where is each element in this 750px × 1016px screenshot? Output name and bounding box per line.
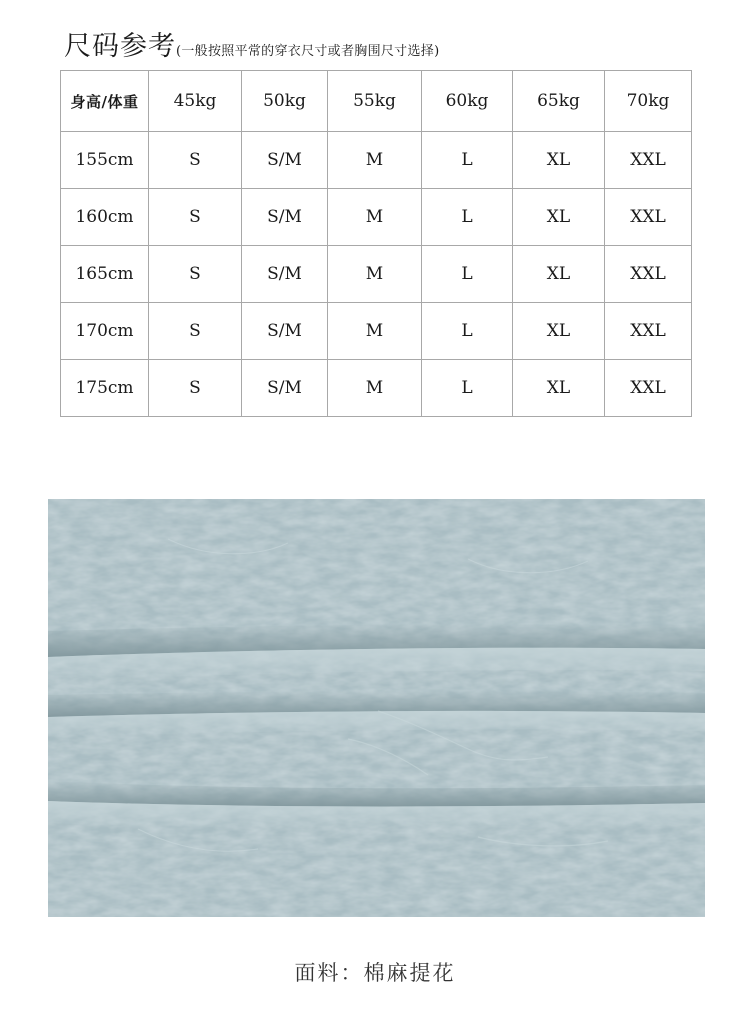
size-cell: S/M xyxy=(242,189,328,246)
table-row xyxy=(61,189,692,246)
size-cell: XXL xyxy=(605,189,692,246)
size-cell: S/M xyxy=(242,132,328,189)
size-chart-title: 尺码参考 xyxy=(64,31,176,62)
size-cell: M xyxy=(328,303,422,360)
size-cell: L xyxy=(422,132,513,189)
height-cell: 155cm xyxy=(61,132,149,189)
size-cell: S xyxy=(149,246,242,303)
table-row xyxy=(61,246,692,303)
size-cell: L xyxy=(422,189,513,246)
size-cell: XL xyxy=(513,246,605,303)
size-cell: XXL xyxy=(605,132,692,189)
size-cell: XL xyxy=(513,303,605,360)
height-cell: 165cm xyxy=(61,246,149,303)
height-cell: 175cm xyxy=(61,360,149,417)
size-cell: S xyxy=(149,189,242,246)
weight-header-cell: 70kg xyxy=(605,71,692,132)
height-cell: 160cm xyxy=(61,189,149,246)
fabric-caption: 面料：棉麻提花 xyxy=(294,961,456,985)
table-header-row xyxy=(61,71,692,132)
size-cell: XL xyxy=(513,132,605,189)
weight-header-cell: 55kg xyxy=(328,71,422,132)
size-table xyxy=(60,70,692,417)
size-cell: L xyxy=(422,360,513,417)
size-cell: XXL xyxy=(605,360,692,417)
size-cell: XL xyxy=(513,360,605,417)
size-cell: M xyxy=(328,246,422,303)
height-cell: 170cm xyxy=(61,303,149,360)
size-cell: S/M xyxy=(242,303,328,360)
weight-header-cell: 60kg xyxy=(422,71,513,132)
size-cell: M xyxy=(328,189,422,246)
size-cell: XL xyxy=(513,189,605,246)
size-cell: L xyxy=(422,303,513,360)
corner-header-cell: 身高/体重 xyxy=(61,71,149,132)
fabric-photo xyxy=(48,499,705,917)
size-chart-note: (一般按照平常的穿衣尺寸或者胸围尺寸选择) xyxy=(176,44,440,59)
size-cell: M xyxy=(328,360,422,417)
size-cell: XXL xyxy=(605,246,692,303)
size-cell: S xyxy=(149,303,242,360)
size-cell: S/M xyxy=(242,246,328,303)
size-cell: S/M xyxy=(242,360,328,417)
weight-header-cell: 50kg xyxy=(242,71,328,132)
size-cell: L xyxy=(422,246,513,303)
size-chart-heading xyxy=(64,24,439,63)
weight-header-cell: 65kg xyxy=(513,71,605,132)
table-row xyxy=(61,360,692,417)
size-cell: M xyxy=(328,132,422,189)
table-row xyxy=(61,132,692,189)
size-cell: S xyxy=(149,360,242,417)
weight-header-cell: 45kg xyxy=(149,71,242,132)
size-cell: XXL xyxy=(605,303,692,360)
size-cell: S xyxy=(149,132,242,189)
table-row xyxy=(61,303,692,360)
